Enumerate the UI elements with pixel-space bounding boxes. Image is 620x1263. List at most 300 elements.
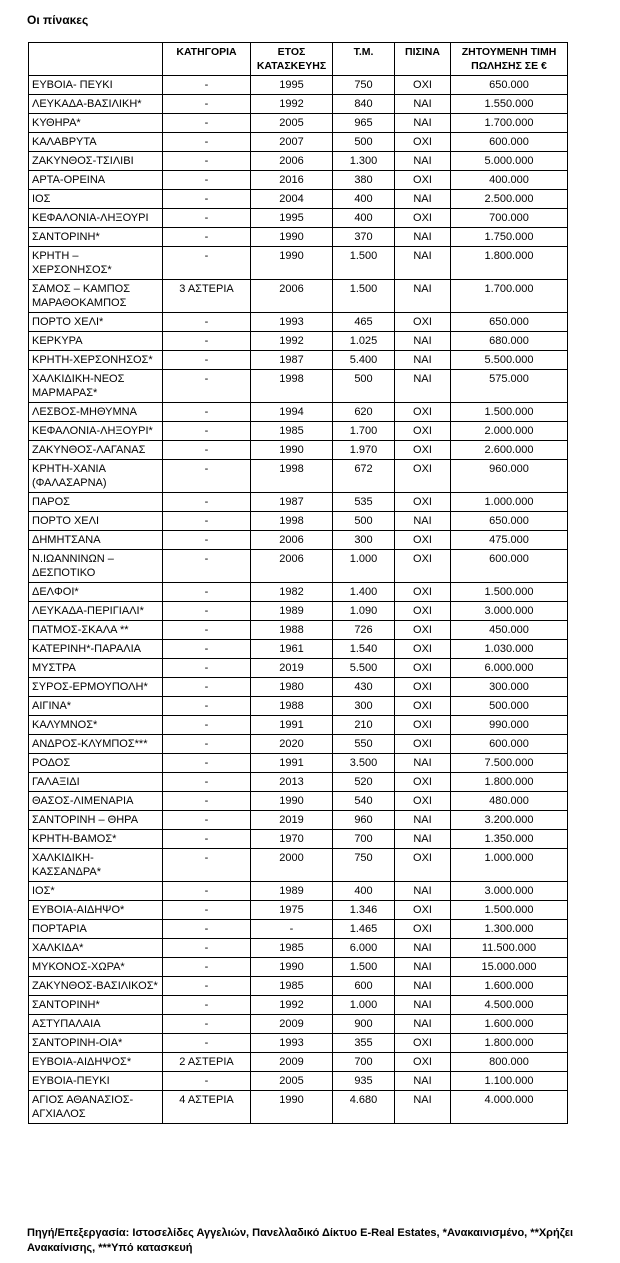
cell-year: 1990 <box>251 1091 333 1124</box>
cell-sqm: 1.465 <box>333 920 395 939</box>
cell-year: 2016 <box>251 171 333 190</box>
cell-price: 1.300.000 <box>451 920 568 939</box>
cell-price: 1.700.000 <box>451 114 568 133</box>
cell-year: 1961 <box>251 640 333 659</box>
cell-sqm: 4.680 <box>333 1091 395 1124</box>
table-row <box>29 939 568 958</box>
source-footnote: Πηγή/Επεξεργασία: Ιστοσελίδες Αγγελιών, Πανελλαδικό Δίκτυο E-Real Estates, *Ανακαινισμένο, **Χρήζει Ανακαίνισης, ***Υπό κατασκευή <box>27 1227 574 1254</box>
cell-price: 6.000.000 <box>451 659 568 678</box>
table-row <box>29 1034 568 1053</box>
cell-sqm: 1.970 <box>333 441 395 460</box>
cell-category: - <box>163 901 251 920</box>
cell-category: - <box>163 531 251 550</box>
cell-sqm: 500 <box>333 370 395 403</box>
cell-location: ΣΑΝΤΟΡΙΝΗ – ΘΗΡΑ <box>29 811 163 830</box>
cell-location: ΕΥΒΟΙΑ-ΠΕΥΚΙ <box>29 1072 163 1091</box>
cell-sqm: 1.500 <box>333 958 395 977</box>
cell-sqm: 750 <box>333 76 395 95</box>
cell-location: ΠΑΡΟΣ <box>29 493 163 512</box>
cell-pool: ΟΧΙ <box>395 583 451 602</box>
cell-year: 1993 <box>251 1034 333 1053</box>
table-row <box>29 659 568 678</box>
table-row <box>29 754 568 773</box>
cell-year: 1995 <box>251 76 333 95</box>
cell-price: 1.700.000 <box>451 280 568 313</box>
cell-category: - <box>163 939 251 958</box>
cell-year: 2005 <box>251 1072 333 1091</box>
cell-category: - <box>163 659 251 678</box>
table-row <box>29 882 568 901</box>
cell-location: ΡΟΔΟΣ <box>29 754 163 773</box>
cell-pool: ΟΧΙ <box>395 550 451 583</box>
cell-pool: ΟΧΙ <box>395 659 451 678</box>
table-row <box>29 830 568 849</box>
cell-price: 1.500.000 <box>451 583 568 602</box>
cell-location: ΑΙΓΙΝΑ* <box>29 697 163 716</box>
cell-pool: ΝΑΙ <box>395 280 451 313</box>
cell-year: 1970 <box>251 830 333 849</box>
table-row <box>29 621 568 640</box>
table-row <box>29 792 568 811</box>
table-row <box>29 370 568 403</box>
cell-pool: ΝΑΙ <box>395 1091 451 1124</box>
cell-price: 11.500.000 <box>451 939 568 958</box>
cell-price: 1.600.000 <box>451 977 568 996</box>
table-row <box>29 280 568 313</box>
cell-location: ΖΑΚΥΝΘΟΣ-ΤΣΙΛΙΒΙ <box>29 152 163 171</box>
cell-year: 2019 <box>251 811 333 830</box>
table-row <box>29 1072 568 1091</box>
table-row <box>29 920 568 939</box>
cell-location: ΧΑΛΚΙΔΙΚΗ-ΚΑΣΣΑΝΔΡΑ* <box>29 849 163 882</box>
cell-pool: ΝΑΙ <box>395 332 451 351</box>
cell-pool: ΟΧΙ <box>395 460 451 493</box>
cell-year: 1980 <box>251 678 333 697</box>
cell-location: ΑΡΤΑ-ΟΡΕΙΝΑ <box>29 171 163 190</box>
cell-price: 1.000.000 <box>451 849 568 882</box>
cell-location: ΚΥΘΗΡΑ* <box>29 114 163 133</box>
cell-location: ΣΑΝΤΟΡΙΝΗ-ΟΙΑ* <box>29 1034 163 1053</box>
cell-location: ΚΡΗΤΗ-ΧΕΡΣΟΝΗΣΟΣ* <box>29 351 163 370</box>
cell-year: 1991 <box>251 716 333 735</box>
cell-category: - <box>163 1015 251 1034</box>
cell-pool: ΟΧΙ <box>395 849 451 882</box>
cell-pool: ΝΑΙ <box>395 1072 451 1091</box>
cell-price: 650.000 <box>451 512 568 531</box>
cell-sqm: 700 <box>333 830 395 849</box>
cell-year: 1985 <box>251 422 333 441</box>
table-row <box>29 583 568 602</box>
cell-pool: ΝΑΙ <box>395 939 451 958</box>
cell-pool: ΟΧΙ <box>395 678 451 697</box>
cell-sqm: 500 <box>333 133 395 152</box>
cell-category: - <box>163 830 251 849</box>
table-row <box>29 422 568 441</box>
cell-location: ΜΥΚΟΝΟΣ-ΧΩΡΑ* <box>29 958 163 977</box>
cell-location: ΣΑΝΤΟΡΙΝΗ* <box>29 228 163 247</box>
table-row <box>29 773 568 792</box>
cell-price: 500.000 <box>451 697 568 716</box>
cell-pool: ΟΧΙ <box>395 209 451 228</box>
cell-price: 300.000 <box>451 678 568 697</box>
cell-location: ΣΑΝΤΟΡΙΝΗ* <box>29 996 163 1015</box>
cell-sqm: 355 <box>333 1034 395 1053</box>
cell-year: 2005 <box>251 114 333 133</box>
cell-sqm: 1.090 <box>333 602 395 621</box>
cell-location: ΓΑΛΑΞΙΔΙ <box>29 773 163 792</box>
cell-category: - <box>163 133 251 152</box>
cell-category: - <box>163 247 251 280</box>
table-row <box>29 977 568 996</box>
cell-category: 3 ΑΣΤΕΡΙΑ <box>163 280 251 313</box>
cell-sqm: 400 <box>333 190 395 209</box>
cell-category: - <box>163 697 251 716</box>
cell-price: 600.000 <box>451 735 568 754</box>
cell-category: - <box>163 403 251 422</box>
cell-category: - <box>163 1072 251 1091</box>
cell-year: 1982 <box>251 583 333 602</box>
cell-category: - <box>163 754 251 773</box>
cell-year: 1987 <box>251 351 333 370</box>
cell-category: - <box>163 996 251 1015</box>
cell-pool: ΟΧΙ <box>395 716 451 735</box>
cell-sqm: 520 <box>333 773 395 792</box>
cell-location: ΚΑΛΑΒΡΥΤΑ <box>29 133 163 152</box>
cell-sqm: 750 <box>333 849 395 882</box>
header-asking-price: ΖΗΤΟΥΜΕΝΗ ΤΙΜΗ ΠΩΛΗΣΗΣ ΣΕ € <box>451 43 568 76</box>
cell-sqm: 1.300 <box>333 152 395 171</box>
cell-category: - <box>163 171 251 190</box>
cell-location: ΠΟΡΤΟ ΧΕΛΙ <box>29 512 163 531</box>
cell-pool: ΟΧΙ <box>395 493 451 512</box>
cell-price: 1.350.000 <box>451 830 568 849</box>
cell-price: 4.500.000 <box>451 996 568 1015</box>
cell-location: ΕΥΒΟΙΑ-ΑΙΔΗΨΟΣ* <box>29 1053 163 1072</box>
cell-sqm: 550 <box>333 735 395 754</box>
table-row <box>29 133 568 152</box>
table-header-row <box>29 43 568 76</box>
cell-category: - <box>163 114 251 133</box>
cell-year: 1990 <box>251 247 333 280</box>
cell-year: 2007 <box>251 133 333 152</box>
cell-sqm: 540 <box>333 792 395 811</box>
table-row <box>29 441 568 460</box>
cell-category: - <box>163 678 251 697</box>
cell-category: - <box>163 332 251 351</box>
cell-price: 475.000 <box>451 531 568 550</box>
cell-price: 3.200.000 <box>451 811 568 830</box>
cell-category: - <box>163 76 251 95</box>
cell-sqm: 6.000 <box>333 939 395 958</box>
cell-pool: ΟΧΙ <box>395 920 451 939</box>
cell-price: 7.500.000 <box>451 754 568 773</box>
cell-pool: ΟΧΙ <box>395 403 451 422</box>
table-row <box>29 247 568 280</box>
cell-location: ΚΕΡΚΥΡΑ <box>29 332 163 351</box>
cell-sqm: 600 <box>333 977 395 996</box>
cell-pool: ΝΑΙ <box>395 512 451 531</box>
cell-category: - <box>163 512 251 531</box>
cell-sqm: 840 <box>333 95 395 114</box>
table-row <box>29 735 568 754</box>
cell-location: ΠΟΡΤΟ ΧΕΛΙ* <box>29 313 163 332</box>
cell-sqm: 1.500 <box>333 280 395 313</box>
header-year-built: ΕΤΟΣ ΚΑΤΑΣΚΕΥΗΣ <box>251 43 333 76</box>
cell-price: 2.500.000 <box>451 190 568 209</box>
cell-location: ΔΕΛΦΟΙ* <box>29 583 163 602</box>
cell-year: 2009 <box>251 1053 333 1072</box>
cell-pool: ΝΑΙ <box>395 811 451 830</box>
cell-sqm: 900 <box>333 1015 395 1034</box>
cell-pool: ΝΑΙ <box>395 228 451 247</box>
cell-pool: ΝΑΙ <box>395 754 451 773</box>
cell-category: - <box>163 441 251 460</box>
cell-category: - <box>163 621 251 640</box>
cell-price: 1.100.000 <box>451 1072 568 1091</box>
table-row <box>29 1015 568 1034</box>
cell-pool: ΟΧΙ <box>395 792 451 811</box>
cell-pool: ΝΑΙ <box>395 370 451 403</box>
cell-year: 1988 <box>251 697 333 716</box>
cell-year: 1998 <box>251 460 333 493</box>
cell-sqm: 700 <box>333 1053 395 1072</box>
cell-pool: ΟΧΙ <box>395 313 451 332</box>
cell-year: 2020 <box>251 735 333 754</box>
cell-sqm: 960 <box>333 811 395 830</box>
cell-year: 1990 <box>251 441 333 460</box>
cell-category: - <box>163 493 251 512</box>
cell-category: - <box>163 882 251 901</box>
cell-price: 1.800.000 <box>451 1034 568 1053</box>
cell-category: - <box>163 422 251 441</box>
cell-sqm: 5.400 <box>333 351 395 370</box>
cell-category: - <box>163 228 251 247</box>
cell-year: 1985 <box>251 939 333 958</box>
cell-location: ΧΑΛΚΙΔΑ* <box>29 939 163 958</box>
cell-location: ΙΟΣ <box>29 190 163 209</box>
cell-category: - <box>163 811 251 830</box>
header-square-meters: Τ.Μ. <box>333 43 395 76</box>
cell-category: - <box>163 977 251 996</box>
cell-price: 2.600.000 <box>451 441 568 460</box>
cell-year: 1990 <box>251 228 333 247</box>
cell-pool: ΝΑΙ <box>395 996 451 1015</box>
cell-pool: ΝΑΙ <box>395 114 451 133</box>
cell-year: 1993 <box>251 313 333 332</box>
table-row <box>29 811 568 830</box>
cell-location: ΚΕΦΑΛΟΝΙΑ-ΛΗΞΟΥΡΙ <box>29 209 163 228</box>
cell-sqm: 1.700 <box>333 422 395 441</box>
cell-sqm: 400 <box>333 209 395 228</box>
cell-year: 1992 <box>251 332 333 351</box>
cell-location: ΘΑΣΟΣ-ΛΙΜΕΝΑΡΙΑ <box>29 792 163 811</box>
cell-price: 1.030.000 <box>451 640 568 659</box>
cell-category: 4 ΑΣΤΕΡΙΑ <box>163 1091 251 1124</box>
cell-year: 1991 <box>251 754 333 773</box>
table-row <box>29 849 568 882</box>
cell-sqm: 500 <box>333 512 395 531</box>
cell-location: ΠΟΡΤΑΡΙΑ <box>29 920 163 939</box>
cell-price: 1.750.000 <box>451 228 568 247</box>
cell-price: 1.000.000 <box>451 493 568 512</box>
cell-price: 1.500.000 <box>451 403 568 422</box>
cell-sqm: 1.000 <box>333 996 395 1015</box>
cell-sqm: 1.500 <box>333 247 395 280</box>
cell-pool: ΟΧΙ <box>395 76 451 95</box>
cell-sqm: 1.346 <box>333 901 395 920</box>
cell-location: ΚΡΗΤΗ-ΒΑΜΟΣ* <box>29 830 163 849</box>
cell-category: - <box>163 152 251 171</box>
cell-sqm: 465 <box>333 313 395 332</box>
cell-sqm: 400 <box>333 882 395 901</box>
cell-location: Ν.ΙΩΑΝΝΙΝΩΝ – ΔΕΣΠΟΤΙΚΟ <box>29 550 163 583</box>
cell-pool: ΟΧΙ <box>395 621 451 640</box>
cell-price: 400.000 <box>451 171 568 190</box>
cell-pool: ΟΧΙ <box>395 1034 451 1053</box>
cell-year: 1987 <box>251 493 333 512</box>
cell-pool: ΝΑΙ <box>395 830 451 849</box>
cell-price: 800.000 <box>451 1053 568 1072</box>
cell-pool: ΟΧΙ <box>395 441 451 460</box>
cell-price: 600.000 <box>451 550 568 583</box>
cell-category: - <box>163 550 251 583</box>
cell-location: ΛΕΥΚΑΔΑ-ΠΕΡΙΓΙΑΛΙ* <box>29 602 163 621</box>
cell-pool: ΝΑΙ <box>395 95 451 114</box>
table-body <box>29 76 568 1124</box>
cell-pool: ΝΑΙ <box>395 247 451 280</box>
cell-location: ΔΗΜΗΤΣΑΝΑ <box>29 531 163 550</box>
cell-location: ΕΥΒΟΙΑ-ΑΙΔΗΨΟ* <box>29 901 163 920</box>
property-table <box>28 42 568 1124</box>
cell-price: 5.500.000 <box>451 351 568 370</box>
cell-sqm: 965 <box>333 114 395 133</box>
cell-price: 600.000 <box>451 133 568 152</box>
cell-price: 15.000.000 <box>451 958 568 977</box>
cell-year: 1990 <box>251 792 333 811</box>
cell-category: - <box>163 370 251 403</box>
section-title: Οι πίνακες <box>27 13 89 27</box>
cell-price: 1.500.000 <box>451 901 568 920</box>
cell-price: 3.000.000 <box>451 602 568 621</box>
cell-location: ΖΑΚΥΝΘΟΣ-ΛΑΓΑΝΑΣ <box>29 441 163 460</box>
table-row <box>29 228 568 247</box>
cell-pool: ΟΧΙ <box>395 422 451 441</box>
cell-location: ΛΕΥΚΑΔΑ-ΒΑΣΙΛΙΚΗ* <box>29 95 163 114</box>
cell-sqm: 370 <box>333 228 395 247</box>
cell-year: 1985 <box>251 977 333 996</box>
cell-sqm: 1.000 <box>333 550 395 583</box>
cell-pool: ΝΑΙ <box>395 882 451 901</box>
cell-pool: ΝΑΙ <box>395 152 451 171</box>
cell-year: 1989 <box>251 882 333 901</box>
cell-sqm: 300 <box>333 697 395 716</box>
cell-category: - <box>163 920 251 939</box>
cell-price: 1.550.000 <box>451 95 568 114</box>
table-row <box>29 550 568 583</box>
cell-price: 960.000 <box>451 460 568 493</box>
cell-sqm: 620 <box>333 403 395 422</box>
cell-price: 1.600.000 <box>451 1015 568 1034</box>
cell-location: ΜΥΣΤΡΑ <box>29 659 163 678</box>
cell-price: 2.000.000 <box>451 422 568 441</box>
cell-price: 990.000 <box>451 716 568 735</box>
cell-year: 2006 <box>251 531 333 550</box>
cell-price: 480.000 <box>451 792 568 811</box>
cell-location: ΛΕΣΒΟΣ-ΜΗΘΥΜΝΑ <box>29 403 163 422</box>
cell-location: ΕΥΒΟΙΑ- ΠΕΥΚΙ <box>29 76 163 95</box>
table-row <box>29 512 568 531</box>
cell-sqm: 1.400 <box>333 583 395 602</box>
cell-pool: ΟΧΙ <box>395 697 451 716</box>
cell-category: - <box>163 735 251 754</box>
cell-year: 1998 <box>251 512 333 531</box>
cell-pool: ΟΧΙ <box>395 531 451 550</box>
cell-price: 4.000.000 <box>451 1091 568 1124</box>
cell-pool: ΝΑΙ <box>395 351 451 370</box>
cell-year: 1995 <box>251 209 333 228</box>
cell-sqm: 1.025 <box>333 332 395 351</box>
cell-category: - <box>163 773 251 792</box>
table-row <box>29 95 568 114</box>
table-row <box>29 958 568 977</box>
cell-location: ΣΥΡΟΣ-ΕΡΜΟΥΠΟΛΗ* <box>29 678 163 697</box>
table-row <box>29 76 568 95</box>
cell-year: 2006 <box>251 152 333 171</box>
cell-year: 2000 <box>251 849 333 882</box>
cell-pool: ΝΑΙ <box>395 977 451 996</box>
cell-price: 1.800.000 <box>451 247 568 280</box>
cell-sqm: 5.500 <box>333 659 395 678</box>
cell-sqm: 535 <box>333 493 395 512</box>
cell-year: 1989 <box>251 602 333 621</box>
cell-pool: ΟΧΙ <box>395 640 451 659</box>
cell-category: - <box>163 602 251 621</box>
cell-price: 680.000 <box>451 332 568 351</box>
cell-price: 1.800.000 <box>451 773 568 792</box>
cell-year: 1994 <box>251 403 333 422</box>
cell-category: - <box>163 190 251 209</box>
cell-pool: ΟΧΙ <box>395 735 451 754</box>
cell-category: - <box>163 95 251 114</box>
cell-price: 5.000.000 <box>451 152 568 171</box>
cell-location: ΣΑΜΟΣ – ΚΑΜΠΟΣ ΜΑΡΑΘΟΚΑΜΠΟΣ <box>29 280 163 313</box>
cell-location: ΚΡΗΤΗ – ΧΕΡΣΟΝΗΣΟΣ* <box>29 247 163 280</box>
cell-location: ΙΟΣ* <box>29 882 163 901</box>
table-row <box>29 901 568 920</box>
cell-price: 575.000 <box>451 370 568 403</box>
table-row <box>29 152 568 171</box>
cell-category: - <box>163 460 251 493</box>
cell-category: - <box>163 313 251 332</box>
cell-location: ΑΝΔΡΟΣ-ΚΛΥΜΠΟΣ*** <box>29 735 163 754</box>
cell-sqm: 726 <box>333 621 395 640</box>
table-row <box>29 697 568 716</box>
cell-year: 1988 <box>251 621 333 640</box>
table-row <box>29 171 568 190</box>
cell-sqm: 935 <box>333 1072 395 1091</box>
table-row <box>29 493 568 512</box>
table-row <box>29 1091 568 1124</box>
cell-category: - <box>163 716 251 735</box>
table-row <box>29 332 568 351</box>
cell-pool: ΝΑΙ <box>395 1015 451 1034</box>
cell-location: ΑΓΙΟΣ ΑΘΑΝΑΣΙΟΣ-ΑΓΧΙΑΛΟΣ <box>29 1091 163 1124</box>
cell-year: 2009 <box>251 1015 333 1034</box>
cell-category: - <box>163 1034 251 1053</box>
cell-price: 650.000 <box>451 313 568 332</box>
table-row <box>29 460 568 493</box>
table-row <box>29 403 568 422</box>
